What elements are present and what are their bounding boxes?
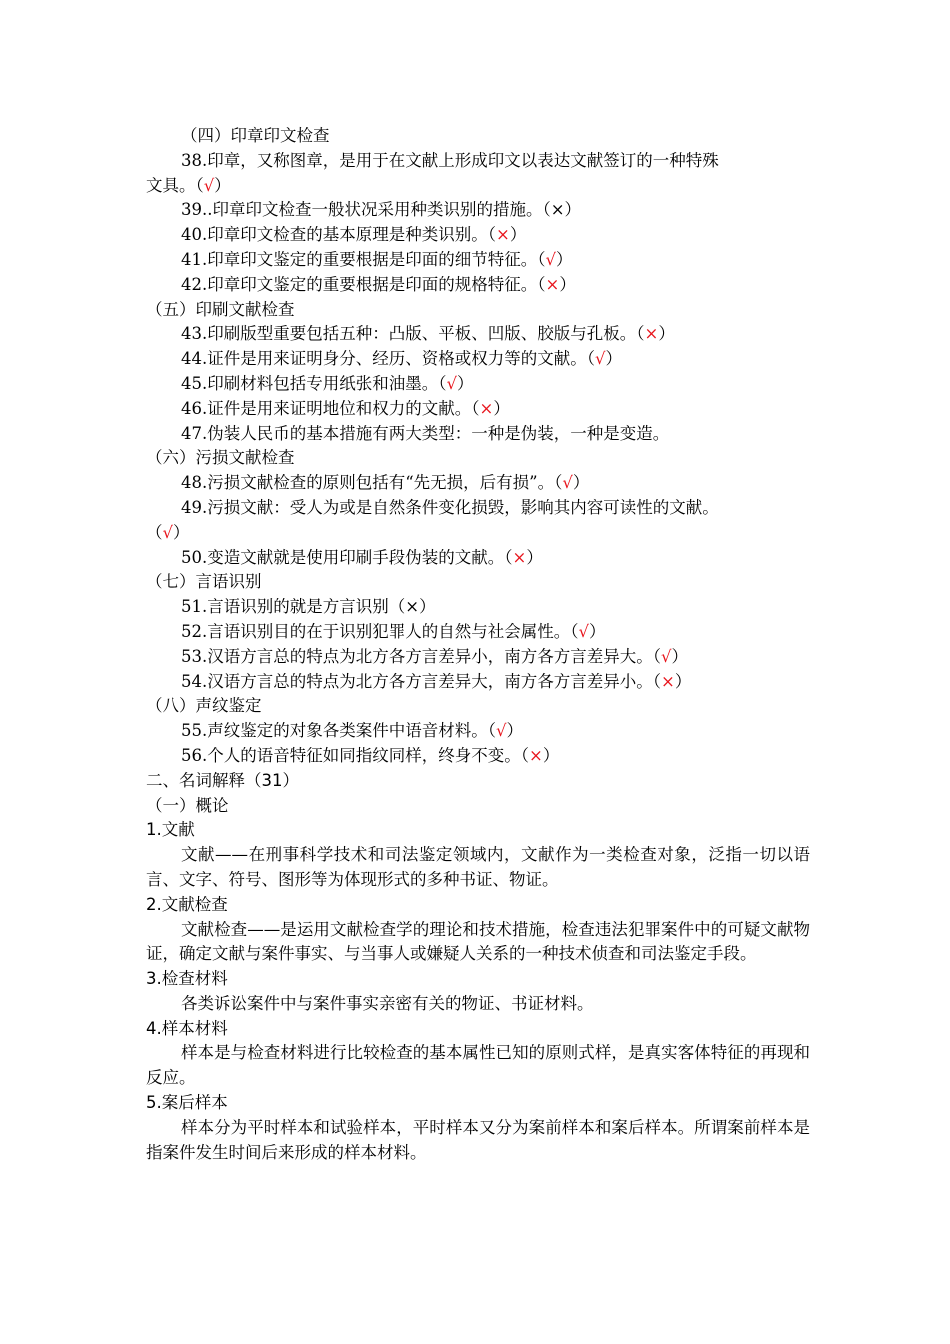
cross-mark-icon: × <box>644 324 659 344</box>
item-50: 50.变造文献就是使用印刷手段伪装的文献。（×） <box>181 547 543 567</box>
document-page <box>146 124 810 1165</box>
item-49-cont: （√） <box>146 522 190 542</box>
check-mark-icon: √ <box>595 349 606 369</box>
check-mark-icon: √ <box>661 646 672 666</box>
cross-mark-icon: × <box>512 547 527 567</box>
check-mark-icon: √ <box>162 522 174 542</box>
item-55: 55.声纹鉴定的对象各类案件中语音材料。（√） <box>181 721 524 741</box>
term-definition-3: 各类诉讼案件中与案件事实亲密有关的物证、书证材料。 <box>181 993 594 1013</box>
term-definition-4: 样本是与检查材料进行比较检查的基本属性已知的原则式样，是真实客体特征的再现和反应。 <box>146 1043 810 1088</box>
term-definition-1: 文献——在刑事科学技术和司法鉴定领域内，文献作为一类检查对象，泛指一切以语言、文字、符号、图形等为体现形式的多种书证、物证。 <box>146 845 810 889</box>
term-title-5: 5.案后样本 <box>146 1093 228 1113</box>
item-38-cont: 文具。（√） <box>146 175 231 195</box>
item-53: 53.汉语方言总的特点为北方各方言差异小，南方各方言差异大。（√） <box>181 646 689 666</box>
item-46: 46.证件是用来证明地位和权力的文献。（×） <box>181 398 510 418</box>
item-39: 39..印章印文检查一般状况采用种类识别的措施。（×） <box>181 200 582 220</box>
section-heading-5: （五）印刷文献检查 <box>146 299 295 319</box>
check-mark-icon: √ <box>545 249 557 269</box>
section-heading-7: （七）言语识别 <box>146 572 262 592</box>
item-47: 47.伪装人民币的基本措施有两大类型：一种是伪装，一种是变造。 <box>181 423 670 443</box>
item-42: 42.印章印文鉴定的重要根据是印面的规格特征。（×） <box>181 274 576 294</box>
cross-mark-icon: × <box>661 671 675 691</box>
item-45: 45.印刷材料包括专用纸张和油墨。（√） <box>181 373 474 393</box>
section-heading-8: （八）声纹鉴定 <box>146 696 262 716</box>
item-52: 52.言语识别目的在于识别犯罪人的自然与社会属性。（√） <box>181 621 606 641</box>
item-41: 41.印章印文鉴定的重要根据是印面的细节特征。（√） <box>181 249 573 269</box>
item-43: 43.印刷版型重要包括五种：凸版、平板、凹版、胶版与孔板。（×） <box>181 324 675 344</box>
cross-mark-icon: × <box>545 274 560 294</box>
subsection-heading-1: （一）概论 <box>146 795 229 815</box>
cross-mark-icon: × <box>479 398 494 418</box>
check-mark-icon: √ <box>562 473 573 493</box>
item-48: 48.污损文献检查的原则包括有“先无损，后有损”。（√） <box>181 473 590 493</box>
term-title-3: 3.检查材料 <box>146 969 228 989</box>
term-title-4: 4.样本材料 <box>146 1018 228 1038</box>
check-mark-icon: √ <box>446 373 458 393</box>
term-title-2: 2.文献检查 <box>146 894 228 914</box>
check-mark-icon: √ <box>496 721 507 741</box>
item-49: 49.污损文献：受人为或是自然条件变化损毁，影响其内容可读性的文献。 <box>181 497 719 517</box>
item-54: 54.汉语方言总的特点为北方各方言差异大，南方各方言差异小。（×） <box>181 671 692 691</box>
section-heading-6: （六）污损文献检查 <box>146 448 295 468</box>
check-mark-icon: √ <box>203 175 215 195</box>
cross-mark-icon: × <box>529 745 543 765</box>
term-definition-5: 样本分为平时样本和试验样本，平时样本又分为案前样本和案后样本。所谓案前样本是指案件发生时间后来形成的样本材料。 <box>146 1117 810 1162</box>
item-56: 56.个人的语音特征如同指纹同样，终身不变。（×） <box>181 745 560 765</box>
item-51: 51.言语识别的就是方言识别（×） <box>181 597 436 617</box>
term-definition-2: 文献检查——是运用文献检查学的理论和技术措施，检查违法犯罪案件中的可疑文献物证，确定文献与案件事实、与当事人或嫌疑人关系的一种技术侦查和司法鉴定手段。 <box>146 919 810 964</box>
part-heading-2: 二、名词解释（31） <box>146 770 299 790</box>
check-mark-icon: √ <box>578 621 590 641</box>
item-44: 44.证件是用来证明身分、经历、资格或权力等的文献。（√） <box>181 349 623 369</box>
cross-mark-icon: × <box>496 225 510 245</box>
term-title-1: 1.文献 <box>146 820 195 840</box>
item-38: 38.印章，又称图章，是用于在文献上形成印文以表达文献签订的一种特殊 <box>181 150 719 170</box>
section-heading-4: （四）印章印文检查 <box>181 126 330 145</box>
item-40: 40.印章印文检查的基本原理是种类识别。（×） <box>181 225 527 245</box>
